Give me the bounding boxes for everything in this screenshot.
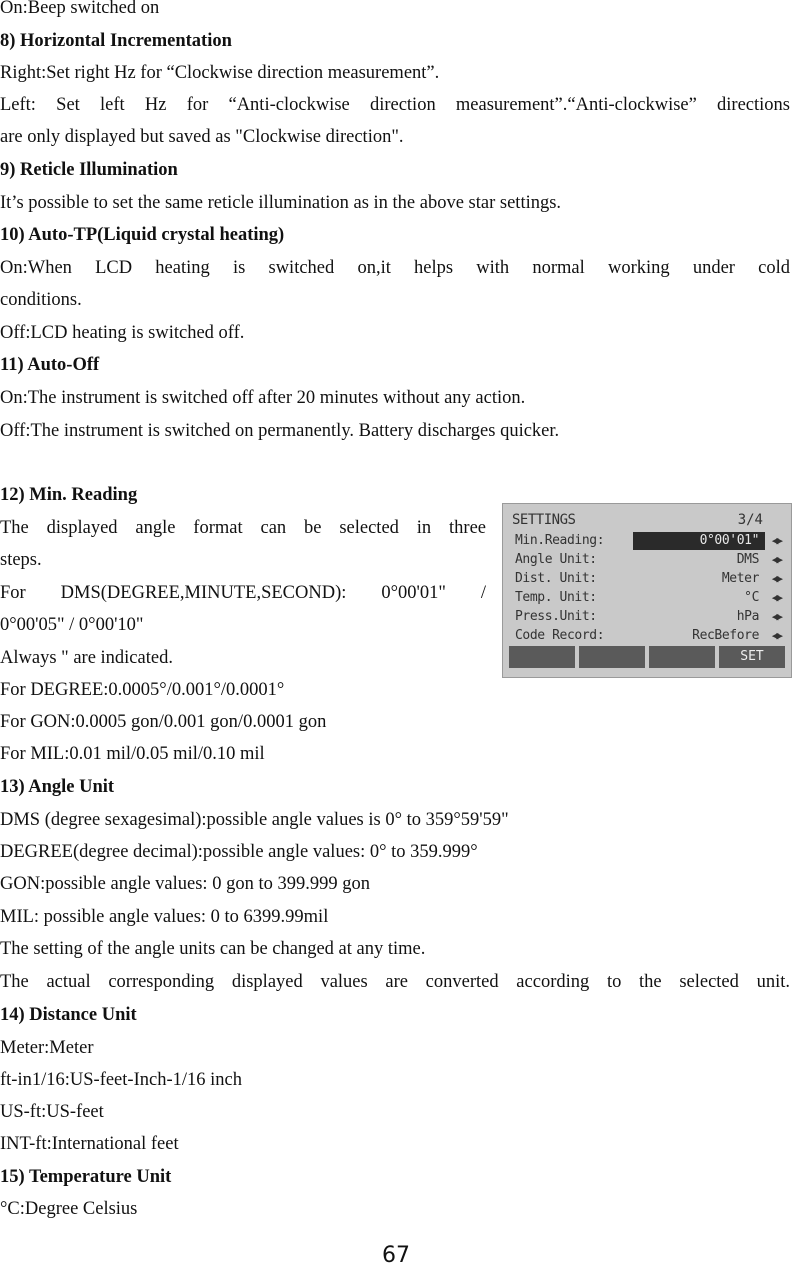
text-line: Off:LCD heating is switched off. bbox=[0, 323, 245, 343]
section-heading-9: 9) Reticle Illumination bbox=[0, 160, 178, 180]
text-line: On:When LCD heating is switched on,it helps with normal working under cold bbox=[0, 258, 790, 278]
text-line: On:The instrument is switched off after 20 minutes without any action. bbox=[0, 388, 526, 408]
text-line: are only displayed but saved as "Clockwise direction". bbox=[0, 127, 404, 147]
text-line: For GON:0.0005 gon/0.001 gon/0.0001 gon bbox=[0, 712, 327, 732]
text-line: US-ft:US-feet bbox=[0, 1102, 104, 1122]
text-line: 0°00'05" / 0°00'10" bbox=[0, 615, 144, 635]
setting-label: Dist. Unit: bbox=[515, 571, 597, 586]
setting-value: Meter bbox=[721, 571, 759, 586]
text-line: Off:The instrument is switched on permanently. Battery discharges quicker. bbox=[0, 421, 560, 441]
softkey-f1[interactable] bbox=[509, 646, 575, 668]
screen-title: SETTINGS bbox=[512, 512, 576, 528]
setting-label: Code Record: bbox=[515, 628, 605, 643]
text-line: The actual corresponding displayed values are converted according to the selected unit. bbox=[0, 972, 790, 992]
text-line: For DEGREE:0.0005°/0.001°/0.0001° bbox=[0, 680, 285, 700]
setting-row-temp-unit bbox=[515, 590, 781, 608]
text-line: The setting of the angle units can be changed at any time. bbox=[0, 939, 426, 959]
setting-row-angle-unit bbox=[515, 552, 781, 570]
softkey-f3[interactable] bbox=[649, 646, 715, 668]
section-heading-13: 13) Angle Unit bbox=[0, 777, 115, 797]
setting-label: Min.Reading: bbox=[515, 533, 605, 548]
left-right-arrow-icon: ◀▶ bbox=[771, 629, 781, 642]
softkey-bar bbox=[509, 646, 785, 668]
text-line: Right:Set right Hz for “Clockwise direction measurement”. bbox=[0, 63, 440, 83]
setting-row-min-reading bbox=[515, 533, 781, 551]
setting-row-dist-unit bbox=[515, 571, 781, 589]
section-heading-14: 14) Distance Unit bbox=[0, 1005, 137, 1025]
text-line: Meter:Meter bbox=[0, 1038, 94, 1058]
left-right-arrow-icon: ◀▶ bbox=[771, 534, 781, 547]
section-heading-11: 11) Auto-Off bbox=[0, 355, 100, 375]
text-line: °C:Degree Celsius bbox=[0, 1199, 138, 1219]
setting-value: hPa bbox=[736, 609, 759, 624]
text-line: DEGREE(degree decimal):possible angle values: 0° to 359.999° bbox=[0, 842, 478, 862]
page-number: 67 bbox=[382, 1243, 410, 1268]
setting-value: RecBefore bbox=[692, 628, 759, 643]
setting-value: 0°00'01" bbox=[699, 533, 759, 548]
text-line: It’s possible to set the same reticle illumination as in the above star settings. bbox=[0, 193, 562, 213]
left-right-arrow-icon: ◀▶ bbox=[771, 572, 781, 585]
text-line: For MIL:0.01 mil/0.05 mil/0.10 mil bbox=[0, 744, 265, 764]
text-line: MIL: possible angle values: 0 to 6399.99mil bbox=[0, 907, 329, 927]
text-line: conditions. bbox=[0, 290, 82, 310]
setting-label: Temp. Unit: bbox=[515, 590, 597, 605]
setting-label: Press.Unit: bbox=[515, 609, 597, 624]
text-line: DMS (degree sexagesimal):possible angle values is 0° to 359°59'59" bbox=[0, 810, 509, 830]
text-line: GON:possible angle values: 0 gon to 399.999 gon bbox=[0, 874, 370, 894]
text-line: steps. bbox=[0, 550, 42, 570]
setting-value: DMS bbox=[736, 552, 759, 567]
text-line: For DMS(DEGREE,MINUTE,SECOND): 0°00'01" / bbox=[0, 583, 486, 603]
section-heading-15: 15) Temperature Unit bbox=[0, 1167, 172, 1187]
softkey-f2[interactable] bbox=[579, 646, 645, 668]
text-line: Left: Set left Hz for “Anti-clockwise direction measurement”.“Anti-clockwise” directions bbox=[0, 95, 790, 115]
section-heading-10: 10) Auto-TP(Liquid crystal heating) bbox=[0, 225, 285, 245]
section-heading-12: 12) Min. Reading bbox=[0, 485, 138, 505]
set-softkey[interactable]: SET bbox=[719, 646, 785, 668]
setting-row-code-record bbox=[515, 628, 781, 646]
setting-value: °C bbox=[744, 590, 759, 605]
left-right-arrow-icon: ◀▶ bbox=[771, 610, 781, 623]
text-line: INT-ft:International feet bbox=[0, 1134, 179, 1154]
screen-page-indicator: 3/4 bbox=[737, 512, 763, 528]
text-line: The displayed angle format can be selected in three bbox=[0, 518, 486, 538]
text-line: On:Beep switched on bbox=[0, 0, 160, 18]
setting-row-press-unit bbox=[515, 609, 781, 627]
section-heading-8: 8) Horizontal Incrementation bbox=[0, 31, 232, 51]
left-right-arrow-icon: ◀▶ bbox=[771, 553, 781, 566]
setting-label: Angle Unit: bbox=[515, 552, 597, 567]
settings-screen-figure bbox=[502, 503, 792, 678]
left-right-arrow-icon: ◀▶ bbox=[771, 591, 781, 604]
text-line: ft-in1/16:US-feet-Inch-1/16 inch bbox=[0, 1070, 242, 1090]
text-line: Always " are indicated. bbox=[0, 648, 173, 668]
